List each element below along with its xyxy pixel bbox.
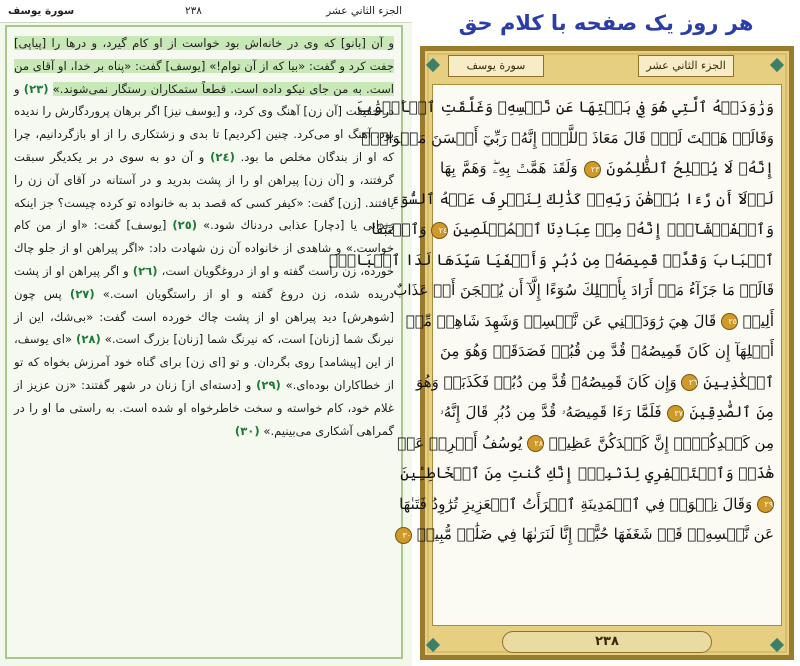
- verse-number: (٢٥): [172, 218, 198, 233]
- mushaf-line-text: إِنَّهُۥ لَا يُفۡلِحُ ٱلظَّٰلِمُونَ: [606, 159, 774, 177]
- mushaf-line-text: وَقَالَتۡ هَيۡتَ لَكَۚ قَالَ مَعَاذَ ٱللَّهِۖ إِنَّهُۥ رَبِّيٓ أَحۡسَنَ مَثۡوَايَۖ: [361, 128, 774, 147]
- mushaf-line-text: قَالَ هِيَ رَٰوَدَتۡنِي عَن نَّفۡسِيۚ وَشَهِدَ شَاهِدٞ مِّنۡ: [405, 311, 717, 330]
- mushaf-line-text: لَوۡلَآ أَن رَّءَا بُرۡهَٰنَ رَبِّهِۦۚ كَذَٰلِكَ لِنَصۡرِفَ عَنۡهُ ٱلسُّوٓءَ: [390, 189, 774, 208]
- ayah-marker-icon: ٣٠: [395, 527, 412, 544]
- verse-number: (٢٤): [210, 149, 235, 164]
- mushaf-line: [440, 397, 774, 428]
- page-number: ۲۳۸: [185, 5, 202, 17]
- mushaf-line-text: وَٱلۡفَحۡشَآءَۚ إِنَّهُۥ مِنۡ عِبَادِنَا ٱلۡمُخۡلَصِينَ: [453, 220, 774, 238]
- mushaf-line: [402, 519, 774, 550]
- mushaf-line-text: ٱلۡبَابَ وَقَدَّتۡ قَمِيصَهُۥ مِن دُبُرٖ وَأَلۡفَيَا سَيِّدَهَا لَدَا ٱلۡبَابِۚ: [329, 250, 774, 269]
- mushaf-line: [397, 428, 774, 459]
- verse-number: (٢٦): [132, 263, 158, 278]
- juz-name: الجزء الثاني عشر: [326, 5, 402, 17]
- mushaf-line-text: أَلِيمٞ: [742, 311, 774, 330]
- ayah-marker-icon: ٢٥: [721, 313, 738, 330]
- mushaf-line: [355, 92, 774, 123]
- translation-segment: و آن [بانو] كه وى در خانه‌اش بود خواست از او كام گيرد، و درها را [پياپى] جفت كرد و گفت: «بيا كه از آن توام!» [يوسف] گفت: «پناه بر خدا، او آقاى من است. به من جاى نيكو داده است. قطعاً ستمكاران رستگار نمى‌شوند.»: [14, 36, 395, 96]
- mushaf-line-text: وَٱسۡتَبَقَا: [371, 220, 427, 238]
- verse-number: (٢٣): [23, 81, 49, 96]
- mushaf-line: [390, 184, 774, 215]
- translation-segment: پس چون [شوهرش] ديد پيراهن او از پشت چاك خورده است گفت: «بى‌شك، اين از نيرنگ شما [زنان] است، كه نيرنگ شما [زنان] بزرگ است.»: [14, 286, 395, 347]
- mushaf-line-text: مِنَ ٱلصَّٰدِقِينَ: [689, 403, 774, 421]
- banner-title: هر روز یک صفحه با کلام حق: [458, 11, 754, 35]
- mushaf-line: [405, 306, 774, 337]
- mushaf-line: [400, 458, 774, 489]
- mushaf-line-text: وَإِن كَانَ قَمِيصُهُۥ قُدَّ مِن دُبُرٖ فَكَذَبَتۡ وَهُوَ: [415, 372, 677, 391]
- ayah-marker-icon: ٢٤: [431, 222, 448, 239]
- mushaf-line: [415, 367, 774, 398]
- translation-segment: و اگر پيراهن او از پشت دريده شده، زن دروغ گفته و او از راستگويان است.»: [14, 263, 394, 301]
- mushaf-line-text: قَالَتۡ مَا جَزَآءُ مَنۡ أَرَادَ بِأَهۡلِكَ سُوٓءًا إِلَّآ أَن يُسۡجَنَ أَوۡ عَذَابٌ: [393, 281, 774, 299]
- translation-segment: «اى يوسف، از اين [پيشامد] روى بگردان. و تو [اى زن] براى گناه خود آمرزش بخواه كه تو از خطاكاران بوده‌اى.»: [14, 332, 394, 392]
- mushaf-line-text: وَقَالَ نِسۡوَةٞ فِي ٱلۡمَدِينَةِ ٱمۡرَأَتُ ٱلۡعَزِيزِ تُرَٰوِدُ فَتَىٰهَا: [399, 494, 753, 513]
- mushaf-line-text: ٱلۡكَٰذِبِينَ: [703, 372, 774, 391]
- ayah-marker-icon: ٢٩: [757, 496, 774, 513]
- verse-number: (٣٠): [234, 423, 260, 438]
- surah-tab: سورة يوسف: [448, 55, 544, 77]
- mushaf-line: [440, 153, 774, 184]
- surah-name: سورة يوسف: [8, 5, 75, 17]
- mushaf-line-text: عَن نَّفۡسِهِۦۖ قَدۡ شَغَفَهَا حُبًّاۖ إِنَّا لَنَرَىٰهَا فِي ضَلَٰلٖ مُّبِينٖ: [416, 525, 774, 543]
- mushaf-line-text: مِن كَيۡدِكُنَّۖ إِنَّ كَيۡدَكُنَّ عَظِيمٞ: [548, 433, 774, 452]
- mushaf-line: [393, 275, 774, 306]
- mushaf-line-text: يُوسُفُ أَعۡرِضۡ عَنۡ: [397, 433, 523, 452]
- mushaf-lines: [329, 92, 774, 550]
- mushaf-line-text: وَلَقَدۡ هَمَّتۡ بِهِۦۖ وَهَمَّ بِهَا: [440, 159, 578, 177]
- mushaf-line-text: فَلَمَّا رَءَا قَمِيصَهُۥ قُدَّ مِن دُبُرٖ قَالَ إِنَّهُۥ: [440, 403, 662, 421]
- mushaf-line-text: وَرَٰوَدَتۡهُ ٱلَّتِي هُوَ فِي بَيۡتِهَا عَن نَّفۡسِهِۦ وَغَلَّقَتِ ٱلۡأَبۡوَٰبَ: [355, 98, 774, 116]
- mushaf-line-text: أَهۡلِهَآ إِن كَانَ قَمِيصُهُۥ قُدَّ مِن قُبُلٖ فَصَدَقَتۡ وَهُوَ مِنَ: [440, 342, 774, 360]
- mushaf-line: [361, 123, 774, 154]
- mushaf-line-text: هَٰذَاۚ وَٱسۡتَغۡفِرِي لِذَنۢبِكِۖ إِنَّكِ كُنتِ مِنَ ٱلۡخَاطِـِٔينَ: [400, 464, 774, 482]
- mushaf-line: [440, 336, 774, 367]
- verse-number: (٢٩): [256, 377, 281, 392]
- mushaf-line: [399, 489, 774, 520]
- mushaf-page: [329, 0, 800, 666]
- mushaf-line: [371, 214, 774, 245]
- verse-number: (٢٧): [69, 286, 95, 301]
- page-number-plaque: [502, 631, 712, 653]
- translation-text: [14, 32, 394, 652]
- ayah-marker-icon: ٢٧: [667, 405, 684, 422]
- ayah-marker-icon: ٢٦: [681, 374, 698, 391]
- mushaf-page-number: ٢٣٨: [595, 634, 619, 649]
- translation-header: [0, 0, 412, 23]
- ayah-marker-icon: ٢٨: [527, 435, 544, 452]
- verse-number: (٢٨): [76, 332, 101, 347]
- translation-segment: و [دسته‌اى از] زنان در شهر گفتند: «زن عزيز از غلام خود، كام خواسته و سخت خاطرخواه او شده است. به راستى ما او را در گمراهى آشكارى مى‌بينيم.»: [14, 377, 394, 438]
- translation-segment: و در حقيقت [آن زن] آهنگ وى كرد، و [يوسف نيز] اگر برهان پروردگارش را نديده بود، آهنگ او مى‌كرد. چنين [كرديم] تا بدى و زشتكارى را از او بازگردانيم، چرا كه او از بندگان مخلص ما بود.: [14, 81, 394, 164]
- translation-segment: و آن دو به سوى در بر يكديگر سبقت گرفتند، و [آن زن] پيراهن او را از پشت بدريد و در آستانه در آقاى آن زن را يافتند. [زن] گفت: «كيفر كسى كه قصد بد به خانواده تو كرده چيست؟ جز اينكه زندانى يا [دچار] عذابى دردناك شود.»: [14, 149, 395, 233]
- juz-tab: الجزء الثاني عشر: [638, 55, 734, 77]
- translation-segment: [يوسف] گفت: «او از من كام خواست.» و شاهدى از خانواده آن زن شهادت داد: «اگر پيراهن او از جلو چاك خورده، زن راست گفته و او از دروغگويان است،: [14, 218, 395, 278]
- ayah-marker-icon: ٢٣: [584, 161, 601, 178]
- mushaf-line: [329, 245, 774, 276]
